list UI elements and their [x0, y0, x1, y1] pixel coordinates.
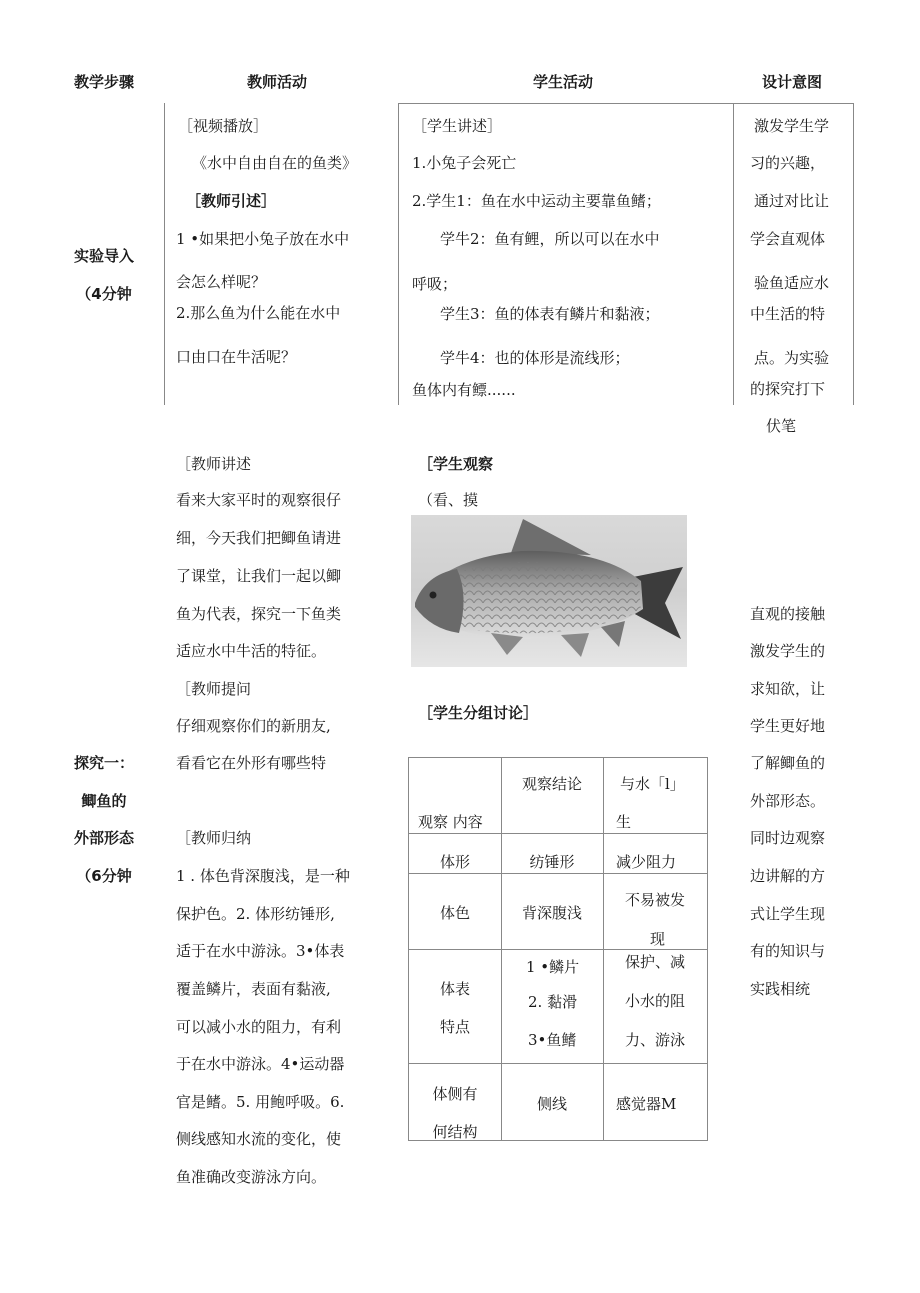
teacher2-line: 官是鳍。5. 用鲍呼吸。6.	[176, 1093, 345, 1111]
intent2-line: 边讲解的方	[750, 867, 826, 885]
intent2-line: 学生更好地	[750, 717, 826, 735]
table-rule	[501, 757, 502, 1140]
section2-step-line: 外部形态	[73, 829, 135, 847]
teacher2-line: 了课堂，让我们一起以鲫	[176, 567, 342, 585]
intent2-line: 同时边观察	[750, 829, 826, 847]
teacher2-line: ［教师归纳	[176, 829, 252, 847]
table-rule	[408, 873, 708, 874]
table-cell-item: 体色	[439, 904, 471, 922]
intent1-line: 的探究打下	[750, 380, 826, 398]
table-cell-conclusion: 2. 黏滑	[528, 993, 578, 1011]
table-cell-relation: 感觉器M	[616, 1095, 677, 1113]
teacher-video-heading: ［视频播放］	[178, 117, 269, 135]
fish-photo	[411, 515, 687, 667]
table-cell-item: 体形	[439, 853, 471, 871]
carp-illustration	[411, 515, 687, 667]
table-cell-relation: 现	[650, 930, 666, 948]
row-divider-top	[398, 103, 853, 104]
teacher2-line: ［教师提问	[176, 680, 252, 698]
table-cell-relation: 减少阻力	[616, 853, 677, 871]
student-answer-4: 学生3：鱼的体表有鳞片和黏液；	[440, 305, 660, 323]
intent2-line: 实践相统	[750, 980, 811, 998]
table-cell-item: 何结构	[432, 1123, 478, 1141]
intent1-line: 中生活的特	[750, 305, 826, 323]
student-answer-2: 2.学生1：鱼在水中运动主要靠鱼鳍；	[412, 192, 661, 210]
section1-step-title: 实验导入	[73, 247, 135, 265]
teacher2-line: 细，今天我们把鲫鱼请进	[176, 529, 342, 547]
teacher2-line: 于在水中游泳。4•运动器	[176, 1055, 345, 1073]
table-cell-item: 体表	[439, 980, 471, 998]
teacher2-line: ［教师讲述	[176, 455, 252, 473]
table-rule	[408, 757, 409, 1140]
table-cell-conclusion: 3•鱼鳍	[528, 1031, 577, 1049]
student-observe-sub: （看、摸	[418, 491, 479, 509]
student-discuss-heading: ［学生分组讨论］	[418, 704, 539, 722]
table-cell-conclusion: 1 •鳞片	[526, 958, 580, 976]
intent1-line: 习的兴趣，	[750, 154, 826, 172]
intent2-line: 了解鲫鱼的	[750, 754, 826, 772]
intent2-line: 激发学生的	[750, 642, 826, 660]
student-talk-heading: ［学生讲述］	[412, 117, 503, 135]
teacher2-line: 适应水中牛活的特征。	[176, 642, 327, 660]
table-cell-relation: 保护、减	[625, 953, 686, 971]
intent1-line: 验鱼适应水	[754, 274, 830, 292]
table-cell-conclusion: 纺锤形	[529, 853, 575, 871]
table-cell-item: 体侧有	[432, 1085, 478, 1103]
table-cell-relation: 力、游泳	[625, 1031, 686, 1049]
table-cell-conclusion: 侧线	[536, 1095, 568, 1113]
student-answer-3b: 呼吸；	[412, 275, 458, 293]
intent1-line: 激发学生学	[754, 117, 830, 135]
table-cell-relation: 小水的阻	[625, 992, 686, 1010]
teacher2-line: 鱼准确改变游泳方向。	[176, 1168, 327, 1186]
intent2-line: 直观的接触	[750, 605, 826, 623]
col-divider-3	[733, 103, 734, 405]
teacher2-line: 1 . 体色背深腹浅，是一种	[176, 867, 350, 885]
table-rule	[707, 757, 708, 1140]
table-cell-relation: 不易被发	[625, 891, 686, 909]
header-step: 教学步骤	[73, 73, 135, 91]
teacher-question-2b: 口由口在牛活呢？	[176, 348, 297, 366]
table-head-relation-2: 生	[616, 813, 632, 831]
student-observe-heading: ［学生观察	[418, 455, 494, 473]
section1-step-time: （4分钟	[76, 285, 132, 303]
teacher-question-1a: 1 •如果把小兔子放在水中	[176, 230, 350, 248]
intent2-line: 求知欲，让	[750, 680, 826, 698]
header-student: 学生活动	[532, 73, 594, 91]
intent2-line: 有的知识与	[750, 942, 826, 960]
teacher2-line: 看看它在外形有哪些特	[176, 754, 327, 772]
intent1-line: 通过对比让	[754, 192, 830, 210]
teacher-question-1b: 会怎么样呢？	[176, 273, 267, 291]
intent1-line: 学会直观体	[750, 230, 826, 248]
teacher-video-title: 《水中自由自在的鱼类》	[192, 154, 358, 172]
student-answer-6: 鱼体内有鳔......	[412, 381, 516, 399]
table-rule	[603, 757, 604, 1140]
table-cell-item: 特点	[439, 1018, 471, 1036]
table-head-corner: 观察 内容	[418, 813, 483, 831]
table-head-relation: 与水「l」	[620, 775, 685, 793]
col-divider-4	[853, 103, 854, 405]
intent2-line: 式让学生现	[750, 905, 826, 923]
intent2-line: 外部形态。	[750, 792, 826, 810]
teacher-question-2a: 2.那么鱼为什么能在水中	[176, 304, 341, 322]
table-cell-conclusion: 背深腹浅	[521, 904, 583, 922]
student-answer-5: 学牛4：也的体形是流线形；	[440, 349, 630, 367]
header-intent: 设计意图	[761, 73, 823, 91]
col-divider-1	[164, 103, 165, 405]
teacher2-line: 保护色。2. 体形纺锤形,	[176, 905, 335, 923]
table-head-conclusion: 观察结论	[521, 775, 583, 793]
teacher2-line: 看来大家平时的观察很仔	[176, 491, 342, 509]
table-rule	[408, 1063, 708, 1064]
teacher2-line: 仔细观察你们的新朋友,	[176, 717, 331, 735]
table-rule	[408, 757, 708, 758]
table-rule	[408, 833, 708, 834]
teacher2-line: 可以减小水的阻力，有利	[176, 1018, 342, 1036]
intent1-line: 点。为实验	[754, 349, 830, 367]
header-teacher: 教师活动	[246, 73, 308, 91]
intent1-line: 伏笔	[766, 417, 797, 435]
teacher2-line: 适于在水中游泳。3•体表	[176, 942, 345, 960]
table-rule	[408, 949, 708, 950]
teacher2-line: 侧线感知水流的变化，使	[176, 1130, 342, 1148]
student-answer-3a: 学牛2：鱼有鲤，所以可以在水中	[440, 230, 660, 248]
section2-step-line: 鲫鱼的	[81, 792, 127, 810]
student-answer-1: 1.小兔子会死亡	[412, 154, 517, 172]
col-divider-2	[398, 103, 399, 405]
section2-step-time: （6分钟	[76, 867, 132, 885]
teacher2-line: 覆盖鳞片，表面有黏液,	[176, 980, 331, 998]
teacher-intro-heading: ［教师引述］	[186, 192, 277, 210]
teacher2-line: 鱼为代表，探究一下鱼类	[176, 605, 342, 623]
section2-step-line: 探究一：	[73, 754, 135, 772]
